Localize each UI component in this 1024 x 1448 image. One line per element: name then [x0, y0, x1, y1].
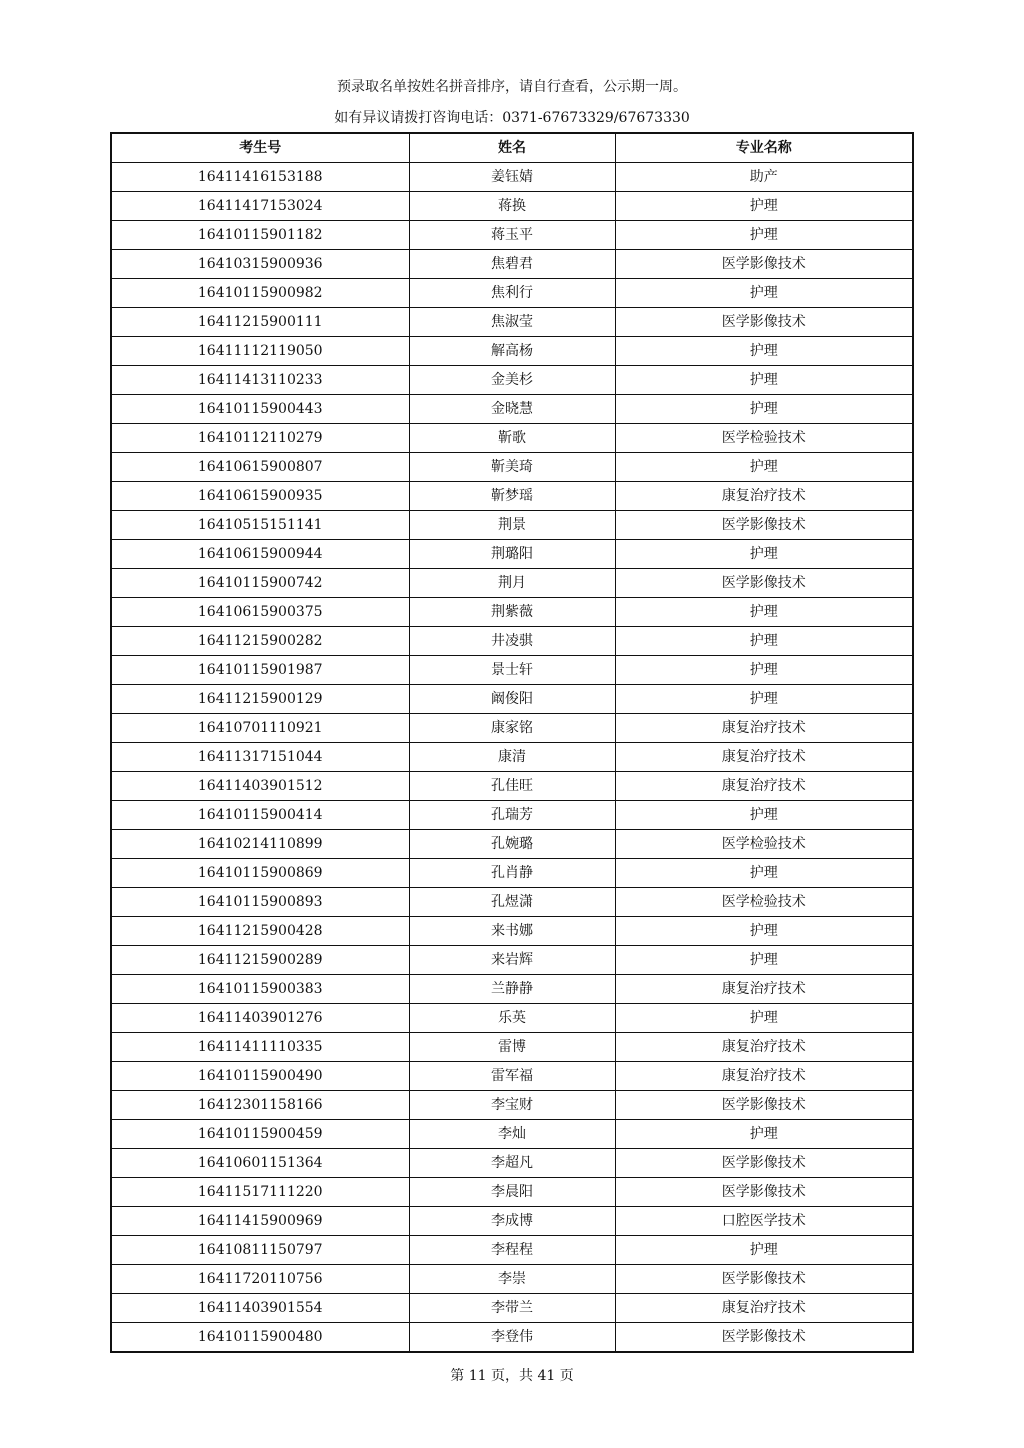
- table-row: [111, 1178, 913, 1207]
- table-row: [111, 424, 913, 453]
- exam-number-cell: 16411403901554: [111, 1294, 409, 1323]
- student-name-cell: 李带兰: [409, 1294, 615, 1323]
- student-name-cell: 孔佳旺: [409, 772, 615, 801]
- student-name-cell: 李灿: [409, 1120, 615, 1149]
- table-row: [111, 772, 913, 801]
- major-cell: 护理: [615, 1120, 913, 1149]
- student-name-cell: 焦淑莹: [409, 308, 615, 337]
- student-name-cell: 李登伟: [409, 1323, 615, 1353]
- table-row: [111, 366, 913, 395]
- student-name-cell: 雷博: [409, 1033, 615, 1062]
- table-row: [111, 1236, 913, 1265]
- student-name-cell: 李宝财: [409, 1091, 615, 1120]
- student-name-cell: 井凌骐: [409, 627, 615, 656]
- exam-number-cell: 16410115900443: [111, 395, 409, 424]
- major-cell: 康复治疗技术: [615, 975, 913, 1004]
- major-cell: 护理: [615, 337, 913, 366]
- major-cell: 医学影像技术: [615, 1091, 913, 1120]
- exam-number-cell: 16411215900289: [111, 946, 409, 975]
- table-row: [111, 250, 913, 279]
- student-name-cell: 兰静静: [409, 975, 615, 1004]
- table-row: [111, 1207, 913, 1236]
- notice-line-sorting: 预录取名单按姓名拼音排序，请自行查看，公示期一周。: [337, 79, 687, 95]
- table-row: [111, 917, 913, 946]
- exam-number-cell: 16410601151364: [111, 1149, 409, 1178]
- major-cell: 医学检验技术: [615, 830, 913, 859]
- table-row: [111, 1062, 913, 1091]
- major-cell: 护理: [615, 395, 913, 424]
- student-name-cell: 乐英: [409, 1004, 615, 1033]
- student-name-cell: 荆月: [409, 569, 615, 598]
- student-name-cell: 金晓慧: [409, 395, 615, 424]
- exam-number-cell: 16410811150797: [111, 1236, 409, 1265]
- major-cell: 医学影像技术: [615, 1265, 913, 1294]
- table-row: [111, 627, 913, 656]
- major-cell: 康复治疗技术: [615, 482, 913, 511]
- student-name-cell: 孔煜潇: [409, 888, 615, 917]
- exam-number-cell: 16410214110899: [111, 830, 409, 859]
- exam-number-cell: 16412301158166: [111, 1091, 409, 1120]
- student-name-cell: 姜钰婧: [409, 163, 615, 192]
- major-cell: 医学影像技术: [615, 308, 913, 337]
- major-cell: 护理: [615, 279, 913, 308]
- major-cell: 护理: [615, 946, 913, 975]
- major-cell: 康复治疗技术: [615, 714, 913, 743]
- exam-number-cell: 16410115900490: [111, 1062, 409, 1091]
- exam-number-cell: 16410615900375: [111, 598, 409, 627]
- major-cell: 护理: [615, 801, 913, 830]
- table-row: [111, 1294, 913, 1323]
- exam-number-cell: 16410515151141: [111, 511, 409, 540]
- table-header-row: [111, 133, 913, 163]
- student-name-cell: 康家铭: [409, 714, 615, 743]
- major-cell: 康复治疗技术: [615, 772, 913, 801]
- exam-number-cell: 16410115901182: [111, 221, 409, 250]
- admission-list-table: [110, 132, 914, 1353]
- student-name-cell: 李晨阳: [409, 1178, 615, 1207]
- student-name-cell: 景士轩: [409, 656, 615, 685]
- major-cell: 医学影像技术: [615, 1323, 913, 1353]
- student-name-cell: 李超凡: [409, 1149, 615, 1178]
- exam-number-cell: 16411215900428: [111, 917, 409, 946]
- exam-number-cell: 16411112119050: [111, 337, 409, 366]
- student-name-cell: 孔婉璐: [409, 830, 615, 859]
- major-cell: 护理: [615, 366, 913, 395]
- table-row: [111, 656, 913, 685]
- major-cell: 医学影像技术: [615, 250, 913, 279]
- exam-number-cell: 16410112110279: [111, 424, 409, 453]
- header-name: 姓名: [409, 133, 615, 163]
- student-name-cell: 蒋换: [409, 192, 615, 221]
- exam-number-cell: 16411720110756: [111, 1265, 409, 1294]
- exam-number-cell: 16411415900969: [111, 1207, 409, 1236]
- student-name-cell: 靳歌: [409, 424, 615, 453]
- student-name-cell: 来书娜: [409, 917, 615, 946]
- student-name-cell: 李崇: [409, 1265, 615, 1294]
- exam-number-cell: 16410115901987: [111, 656, 409, 685]
- exam-number-cell: 16410115900383: [111, 975, 409, 1004]
- table-row: [111, 308, 913, 337]
- table-row: [111, 395, 913, 424]
- exam-number-cell: 16410115900459: [111, 1120, 409, 1149]
- major-cell: 护理: [615, 1004, 913, 1033]
- table-row: [111, 888, 913, 917]
- student-name-cell: 李成博: [409, 1207, 615, 1236]
- table-row: [111, 714, 913, 743]
- student-name-cell: 荆紫薇: [409, 598, 615, 627]
- table-row: [111, 482, 913, 511]
- table-row: [111, 221, 913, 250]
- major-cell: 护理: [615, 598, 913, 627]
- table-row: [111, 1265, 913, 1294]
- exam-number-cell: 16411403901276: [111, 1004, 409, 1033]
- major-cell: 护理: [615, 540, 913, 569]
- student-name-cell: 蒋玉平: [409, 221, 615, 250]
- table-row: [111, 743, 913, 772]
- exam-number-cell: 16410115900414: [111, 801, 409, 830]
- table-row: [111, 801, 913, 830]
- major-cell: 康复治疗技术: [615, 1294, 913, 1323]
- major-cell: 护理: [615, 453, 913, 482]
- exam-number-cell: 16410615900935: [111, 482, 409, 511]
- student-name-cell: 来岩辉: [409, 946, 615, 975]
- major-cell: 医学影像技术: [615, 1149, 913, 1178]
- table-row: [111, 1033, 913, 1062]
- header-major: 专业名称: [615, 133, 913, 163]
- table-row: [111, 975, 913, 1004]
- table-row: [111, 192, 913, 221]
- major-cell: 护理: [615, 656, 913, 685]
- major-cell: 医学影像技术: [615, 511, 913, 540]
- major-cell: 康复治疗技术: [615, 1062, 913, 1091]
- header-exam-number: 考生号: [111, 133, 409, 163]
- page-number: 第 11 页，共 41 页: [450, 1368, 574, 1384]
- table-row: [111, 685, 913, 714]
- table-row: [111, 1120, 913, 1149]
- student-name-cell: 孔瑞芳: [409, 801, 615, 830]
- exam-number-cell: 16411417153024: [111, 192, 409, 221]
- major-cell: 护理: [615, 627, 913, 656]
- table-row: [111, 279, 913, 308]
- table-row: [111, 337, 913, 366]
- exam-number-cell: 16411215900129: [111, 685, 409, 714]
- student-name-cell: 孔肖静: [409, 859, 615, 888]
- exam-number-cell: 16411411110335: [111, 1033, 409, 1062]
- exam-number-cell: 16411215900111: [111, 308, 409, 337]
- major-cell: 康复治疗技术: [615, 743, 913, 772]
- major-cell: 护理: [615, 1236, 913, 1265]
- table-body: [111, 163, 913, 1353]
- major-cell: 医学影像技术: [615, 569, 913, 598]
- exam-number-cell: 16411413110233: [111, 366, 409, 395]
- exam-number-cell: 16410701110921: [111, 714, 409, 743]
- student-name-cell: 焦利行: [409, 279, 615, 308]
- student-name-cell: 雷军福: [409, 1062, 615, 1091]
- student-name-cell: 康清: [409, 743, 615, 772]
- student-name-cell: 焦碧君: [409, 250, 615, 279]
- student-name-cell: 靳美琦: [409, 453, 615, 482]
- table-row: [111, 511, 913, 540]
- major-cell: 医学检验技术: [615, 888, 913, 917]
- table-row: [111, 946, 913, 975]
- major-cell: 护理: [615, 917, 913, 946]
- table-row: [111, 1323, 913, 1353]
- table-row: [111, 859, 913, 888]
- student-name-cell: 阚俊阳: [409, 685, 615, 714]
- student-name-cell: 荆璐阳: [409, 540, 615, 569]
- student-name-cell: 靳梦瑶: [409, 482, 615, 511]
- student-name-cell: 金美杉: [409, 366, 615, 395]
- student-name-cell: 解高杨: [409, 337, 615, 366]
- table-row: [111, 453, 913, 482]
- major-cell: 护理: [615, 192, 913, 221]
- exam-number-cell: 16410115900893: [111, 888, 409, 917]
- exam-number-cell: 16411403901512: [111, 772, 409, 801]
- major-cell: 医学影像技术: [615, 1178, 913, 1207]
- major-cell: 医学检验技术: [615, 424, 913, 453]
- table-row: [111, 598, 913, 627]
- exam-number-cell: 16410115900480: [111, 1323, 409, 1353]
- exam-number-cell: 16410115900742: [111, 569, 409, 598]
- exam-number-cell: 16410615900807: [111, 453, 409, 482]
- table-row: [111, 830, 913, 859]
- exam-number-cell: 16411416153188: [111, 163, 409, 192]
- table-row: [111, 1149, 913, 1178]
- exam-number-cell: 16410115900982: [111, 279, 409, 308]
- exam-number-cell: 16411517111220: [111, 1178, 409, 1207]
- student-name-cell: 荆景: [409, 511, 615, 540]
- table-row: [111, 1004, 913, 1033]
- student-name-cell: 李程程: [409, 1236, 615, 1265]
- exam-number-cell: 16411317151044: [111, 743, 409, 772]
- major-cell: 康复治疗技术: [615, 1033, 913, 1062]
- exam-number-cell: 16410315900936: [111, 250, 409, 279]
- major-cell: 口腔医学技术: [615, 1207, 913, 1236]
- table-row: [111, 1091, 913, 1120]
- exam-number-cell: 16410615900944: [111, 540, 409, 569]
- notice-line-contact: 如有异议请拨打咨询电话：0371-67673329/67673330: [334, 110, 690, 126]
- major-cell: 助产: [615, 163, 913, 192]
- major-cell: 护理: [615, 221, 913, 250]
- exam-number-cell: 16411215900282: [111, 627, 409, 656]
- table-row: [111, 540, 913, 569]
- table-row: [111, 569, 913, 598]
- exam-number-cell: 16410115900869: [111, 859, 409, 888]
- table-row: [111, 163, 913, 192]
- major-cell: 护理: [615, 685, 913, 714]
- major-cell: 护理: [615, 859, 913, 888]
